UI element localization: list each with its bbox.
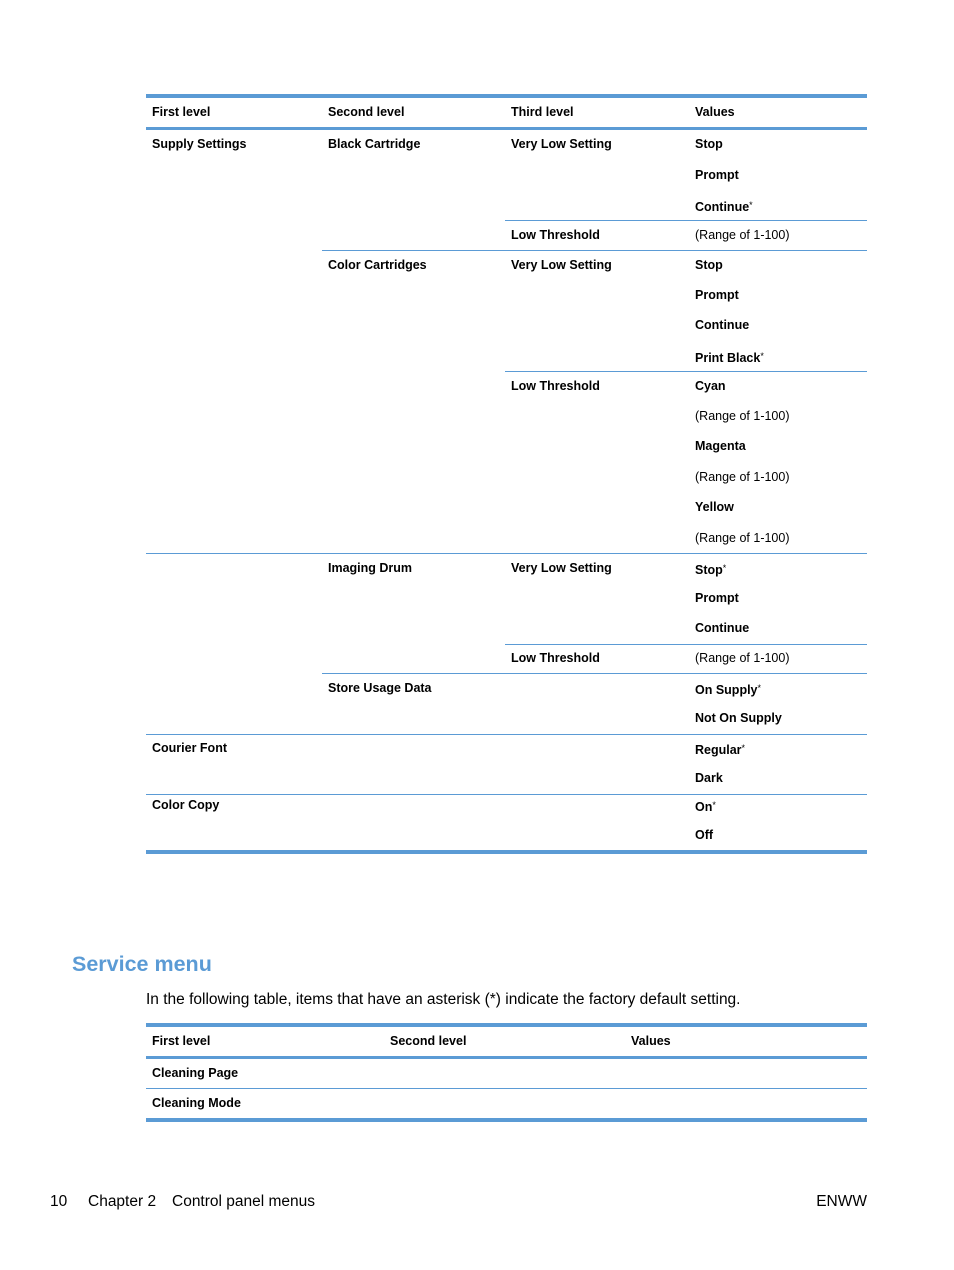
value-range: (Range of 1-100)	[695, 651, 790, 665]
table-top-rule	[146, 1023, 867, 1027]
third-level-low-threshold: Low Threshold	[511, 651, 600, 665]
row-divider	[146, 1088, 867, 1089]
value-stop: Stop	[695, 137, 723, 151]
value-dark: Dark	[695, 771, 723, 785]
row-divider	[505, 220, 867, 221]
value-regular-default: Regular*	[695, 743, 746, 757]
table-header-rule	[146, 127, 867, 130]
header-values: Values	[631, 1034, 671, 1048]
footer-enww: ENWW	[816, 1193, 867, 1210]
row-divider	[146, 734, 867, 735]
value-not-on-supply: Not On Supply	[695, 711, 782, 725]
second-level-imaging-drum: Imaging Drum	[328, 561, 413, 575]
second-level-store-usage-data: Store Usage Data	[328, 681, 432, 695]
value-range: (Range of 1-100)	[695, 228, 790, 242]
value-off: Off	[695, 828, 714, 842]
value-magenta: Magenta	[695, 439, 746, 453]
value-prompt: Prompt	[695, 168, 739, 182]
row-divider	[322, 673, 867, 674]
third-level-low-threshold: Low Threshold	[511, 228, 600, 242]
header-first-level: First level	[152, 105, 211, 119]
header-second-level: Second level	[328, 105, 405, 119]
value-range: (Range of 1-100)	[695, 409, 790, 423]
value-continue-default: Continue*	[695, 200, 753, 214]
value-continue: Continue	[695, 318, 750, 332]
value-range: (Range of 1-100)	[695, 470, 790, 484]
value-prompt: Prompt	[695, 288, 739, 302]
row-divider	[146, 794, 867, 795]
section-title: Service menu	[72, 952, 212, 976]
table-top-rule	[146, 94, 867, 98]
footer-page-number: 10	[50, 1193, 68, 1210]
table-row-cleaning-mode: Cleaning Mode	[152, 1096, 241, 1110]
value-range: (Range of 1-100)	[695, 531, 790, 545]
table-row-cleaning-page: Cleaning Page	[152, 1066, 239, 1080]
service-menu-table	[146, 1023, 867, 1123]
value-prompt: Prompt	[695, 591, 739, 605]
third-level-very-low-setting: Very Low Setting	[511, 561, 612, 575]
first-level-supply-settings: Supply Settings	[152, 137, 247, 151]
header-values: Values	[695, 105, 735, 119]
first-level-color-copy: Color Copy	[152, 798, 220, 812]
first-level-courier-font: Courier Font	[152, 741, 227, 755]
value-cyan: Cyan	[695, 379, 726, 393]
value-yellow: Yellow	[695, 500, 734, 514]
row-divider	[505, 644, 867, 645]
second-level-color-cartridges: Color Cartridges	[328, 258, 427, 272]
row-divider	[505, 371, 867, 372]
second-level-black-cartridge: Black Cartridge	[328, 137, 421, 151]
table-bottom-rule	[146, 850, 867, 854]
value-stop: Stop	[695, 258, 723, 272]
row-divider	[146, 553, 867, 554]
value-print-black-default: Print Black*	[695, 351, 764, 365]
value-continue: Continue	[695, 621, 750, 635]
header-first-level: First level	[152, 1034, 211, 1048]
footer-chapter: Chapter 2	[88, 1193, 157, 1210]
section-intro: In the following table, items that have an asterisk (*) indicate the factory default setting.	[146, 991, 741, 1008]
table-bottom-rule	[146, 1118, 867, 1122]
value-stop-default: Stop*	[695, 563, 727, 577]
third-level-very-low-setting: Very Low Setting	[511, 258, 612, 272]
row-divider	[322, 250, 867, 251]
third-level-very-low-setting: Very Low Setting	[511, 137, 612, 151]
third-level-low-threshold: Low Threshold	[511, 379, 600, 393]
footer-chapter-title: Control panel menus	[172, 1193, 316, 1210]
header-third-level: Third level	[511, 105, 574, 119]
value-on-default: On*	[695, 800, 716, 814]
value-on-supply-default: On Supply*	[695, 683, 762, 697]
header-second-level: Second level	[390, 1034, 467, 1048]
table-header-rule	[146, 1056, 867, 1059]
menu-table	[146, 94, 867, 856]
